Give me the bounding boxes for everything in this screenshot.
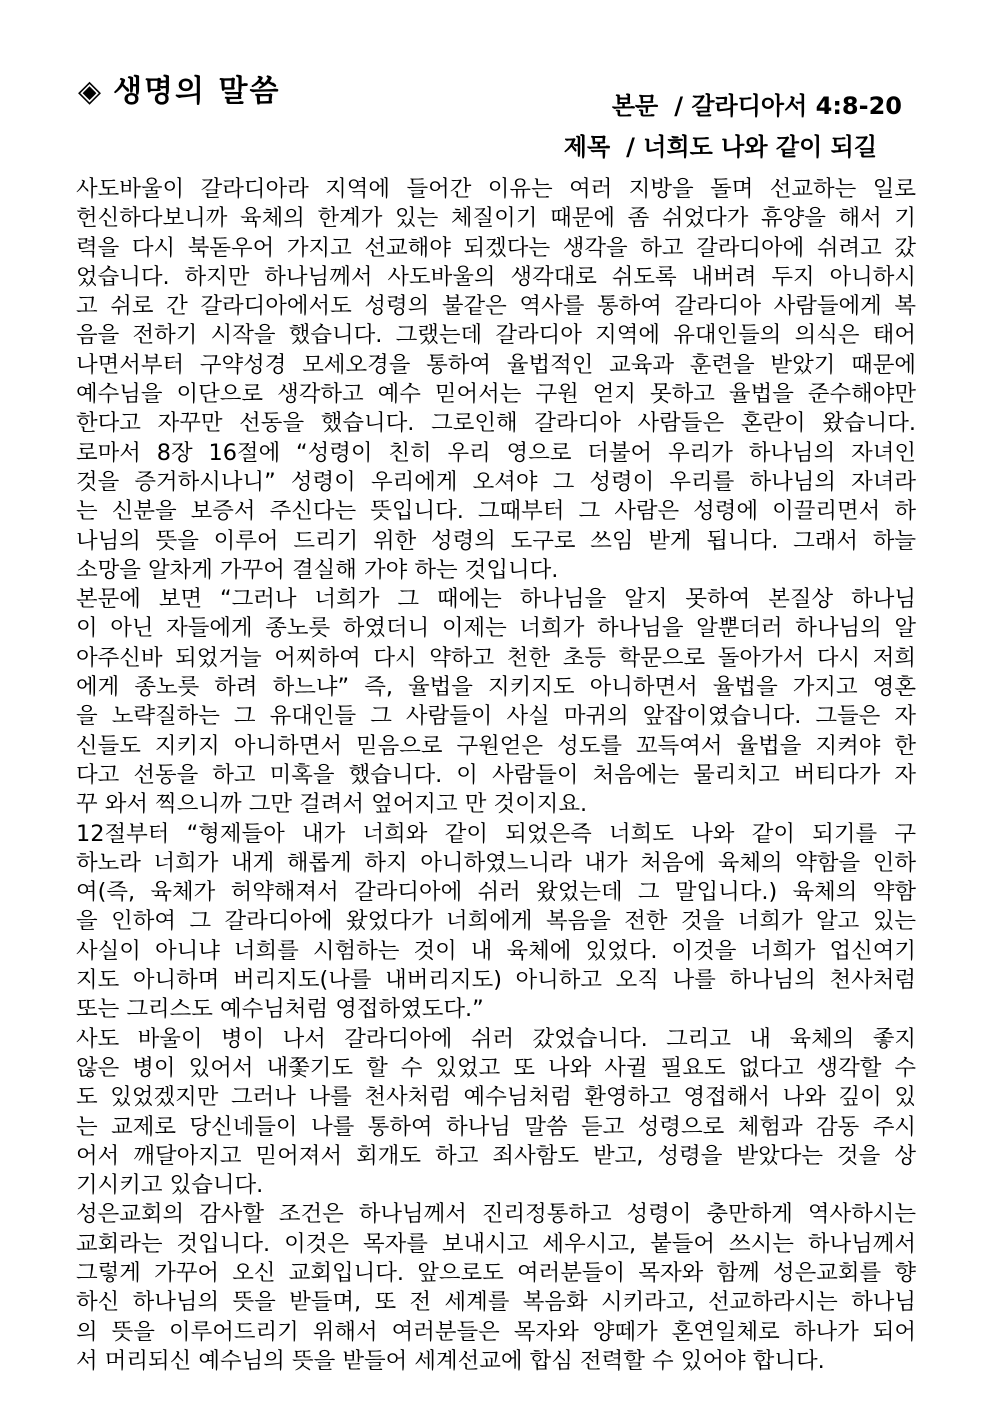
- body-line: 음을 전하기 시작을 했습니다. 그랬는데 갈라디아 지역에 유대인들의 의식은 태어: [76, 322, 916, 349]
- scripture-label: 본문: [611, 92, 659, 120]
- subject-text: / 너희도 나와 같이 되길: [626, 133, 877, 161]
- body-line: 한다고 자꾸만 선동을 했습니다. 그로인해 갈라디아 사람들은 혼란이 왔습니다.: [76, 410, 916, 437]
- sermon-body: [76, 175, 916, 1376]
- body-line: 예수님을 이단으로 생각하고 예수 믿어서는 구원 얻지 못하고 율법을 준수해야만: [76, 381, 916, 408]
- body-line: 그렇게 가꾸어 오신 교회입니다. 앞으로도 여러분들이 목자와 함께 성은교회를 향: [76, 1259, 916, 1286]
- body-line: 사실이 아니냐 너희를 시험하는 것이 내 육체에 있었다. 이것을 너희가 업신여기: [76, 937, 916, 964]
- body-line: 도 있었겠지만 그러나 나를 천사처럼 예수님처럼 환영하고 영접해서 나와 깊이 있: [76, 1084, 916, 1111]
- body-line: 었습니다. 하지만 하나님께서 사도바울의 생각대로 쉬도록 내버려 두지 아니하시: [76, 263, 916, 290]
- body-line: 로마서 8장 16절에 “성령이 친히 우리 영으로 더불어 우리가 하나님의 자녀인: [76, 439, 916, 466]
- body-line: 에게 종노릇 하려 하느냐” 즉, 율법을 지키지도 아니하면서 율법을 가지고 영혼: [76, 674, 916, 701]
- body-line: 을 노략질하는 그 유대인들 그 사람들이 사실 마귀의 앞잡이였습니다. 그들은 자: [76, 703, 916, 730]
- body-line: 않은 병이 있어서 내쫓기도 할 수 있었고 또 나와 사귈 필요도 없다고 생각할 수: [76, 1054, 916, 1081]
- body-line: 여(즉, 육체가 허약해져서 갈라디아에 쉬러 왔었는데 그 말입니다.) 육체의 약함: [76, 879, 916, 906]
- body-line: 는 신분을 보증서 주신다는 뜻입니다. 그때부터 그 사람은 성령에 이끌리면서 하: [76, 498, 916, 525]
- body-line: 하노라 너희가 내게 해롭게 하지 아니하였느니라 내가 처음에 육체의 약함을 인하: [76, 849, 916, 876]
- body-line: 기시키고 있습니다.: [76, 1172, 264, 1199]
- body-line: 력을 다시 북돋우어 가지고 선교해야 되겠다는 생각을 하고 갈라디아에 쉬려고 갔: [76, 234, 916, 261]
- body-line: 고 쉬로 간 갈라디아에서도 성령의 불같은 역사를 통하여 갈라디아 사람들에게 복: [76, 293, 916, 320]
- body-line: 지도 아니하며 버리지도(나를 내버리지도) 아니하고 오직 나를 하나님의 천사처럼: [76, 967, 916, 994]
- body-line: 사도 바울이 병이 나서 갈라디아에 쉬러 갔었습니다. 그리고 내 육체의 좋지: [76, 1025, 916, 1052]
- body-line: 나면서부터 구약성경 모세오경을 통하여 율법적인 교육과 훈련을 받았기 때문에: [76, 351, 916, 378]
- body-line: 12절부터 “형제들아 내가 너희와 같이 되었은즉 너희도 나와 같이 되기를 구: [76, 820, 916, 847]
- body-line: 하신 하나님의 뜻을 받들며, 또 전 세계를 복음화 시키라고, 선교하라시는 하나님: [76, 1289, 916, 1316]
- body-line: 것을 증거하시나니” 성령이 우리에게 오셔야 그 성령이 우리를 하나님의 자녀라: [76, 468, 916, 495]
- diamond-bullet-icon: ◈: [78, 74, 104, 109]
- body-line: 서 머리되신 예수님의 뜻을 받들어 세계선교에 합심 전력할 수 있어야 합니다.: [76, 1347, 825, 1374]
- body-line: 이 아닌 자들에게 종노릇 하였더니 이제는 너희가 하나님을 알뿐더러 하나님의 알: [76, 615, 916, 642]
- body-line: 의 뜻을 이루어드리기 위해서 여러분들은 목자와 양떼가 혼연일체로 하나가 되어: [76, 1318, 916, 1345]
- body-line: 어서 깨달아지고 믿어져서 회개도 하고 죄사함도 받고, 성령을 받았다는 것을 상: [76, 1142, 916, 1169]
- body-line: 신들도 지키지 아니하면서 믿음으로 구원얻은 성도를 꼬득여서 율법을 지켜야 한: [76, 732, 916, 759]
- body-line: 는 교제로 당신네들이 나를 통하여 하나님 말씀 듣고 성령으로 체험과 감동 주시: [76, 1113, 916, 1140]
- body-line: 소망을 알차게 가꾸어 결실해 가야 하는 것입니다.: [76, 556, 559, 583]
- section-heading: [78, 66, 280, 110]
- body-line: 교회라는 것입니다. 이것은 목자를 보내시고 세우시고, 붙들어 쓰시는 하나님께서: [76, 1230, 916, 1257]
- scripture-reference: [612, 86, 902, 121]
- body-line: 사도바울이 갈라디아라 지역에 들어간 이유는 여러 지방을 돌며 선교하는 일로: [76, 176, 916, 202]
- body-line: 나님의 뜻을 이루어 드리기 위한 성령의 도구로 쓰임 받게 됩니다. 그래서 하늘: [76, 527, 916, 554]
- sermon-subject: [564, 127, 877, 162]
- body-line: 아주신바 되었거늘 어찌하여 다시 약하고 천한 초등 학문으로 돌아가서 다시 저희: [76, 644, 916, 671]
- body-line: 다고 선동을 하고 미혹을 했습니다. 이 사람들이 처음에는 물리치고 버티다가 자: [76, 761, 916, 788]
- body-line: 또는 그리스도 예수님처럼 영접하였도다.”: [76, 996, 484, 1023]
- body-line: 성은교회의 감사할 조건은 하나님께서 진리정통하고 성령이 충만하게 역사하시는: [76, 1201, 916, 1228]
- subject-label: 제목: [563, 133, 611, 161]
- body-line: 헌신하다보니까 육체의 한계가 있는 체질이기 때문에 좀 쉬었다가 휴양을 해서 기: [76, 205, 916, 232]
- scripture-ref: / 갈라디아서 4:8-20: [674, 92, 902, 120]
- body-line: 꾸 와서 찍으니까 그만 걸려서 엎어지고 만 것이지요.: [76, 791, 588, 818]
- body-line: 본문에 보면 “그러나 너희가 그 때에는 하나님을 알지 못하여 본질상 하나님: [76, 586, 916, 613]
- section-title: 생명의 말씀: [113, 74, 281, 109]
- body-line: 을 인하여 그 갈라디아에 왔었다가 너희에게 복음을 전한 것을 너희가 알고 있는: [76, 908, 916, 935]
